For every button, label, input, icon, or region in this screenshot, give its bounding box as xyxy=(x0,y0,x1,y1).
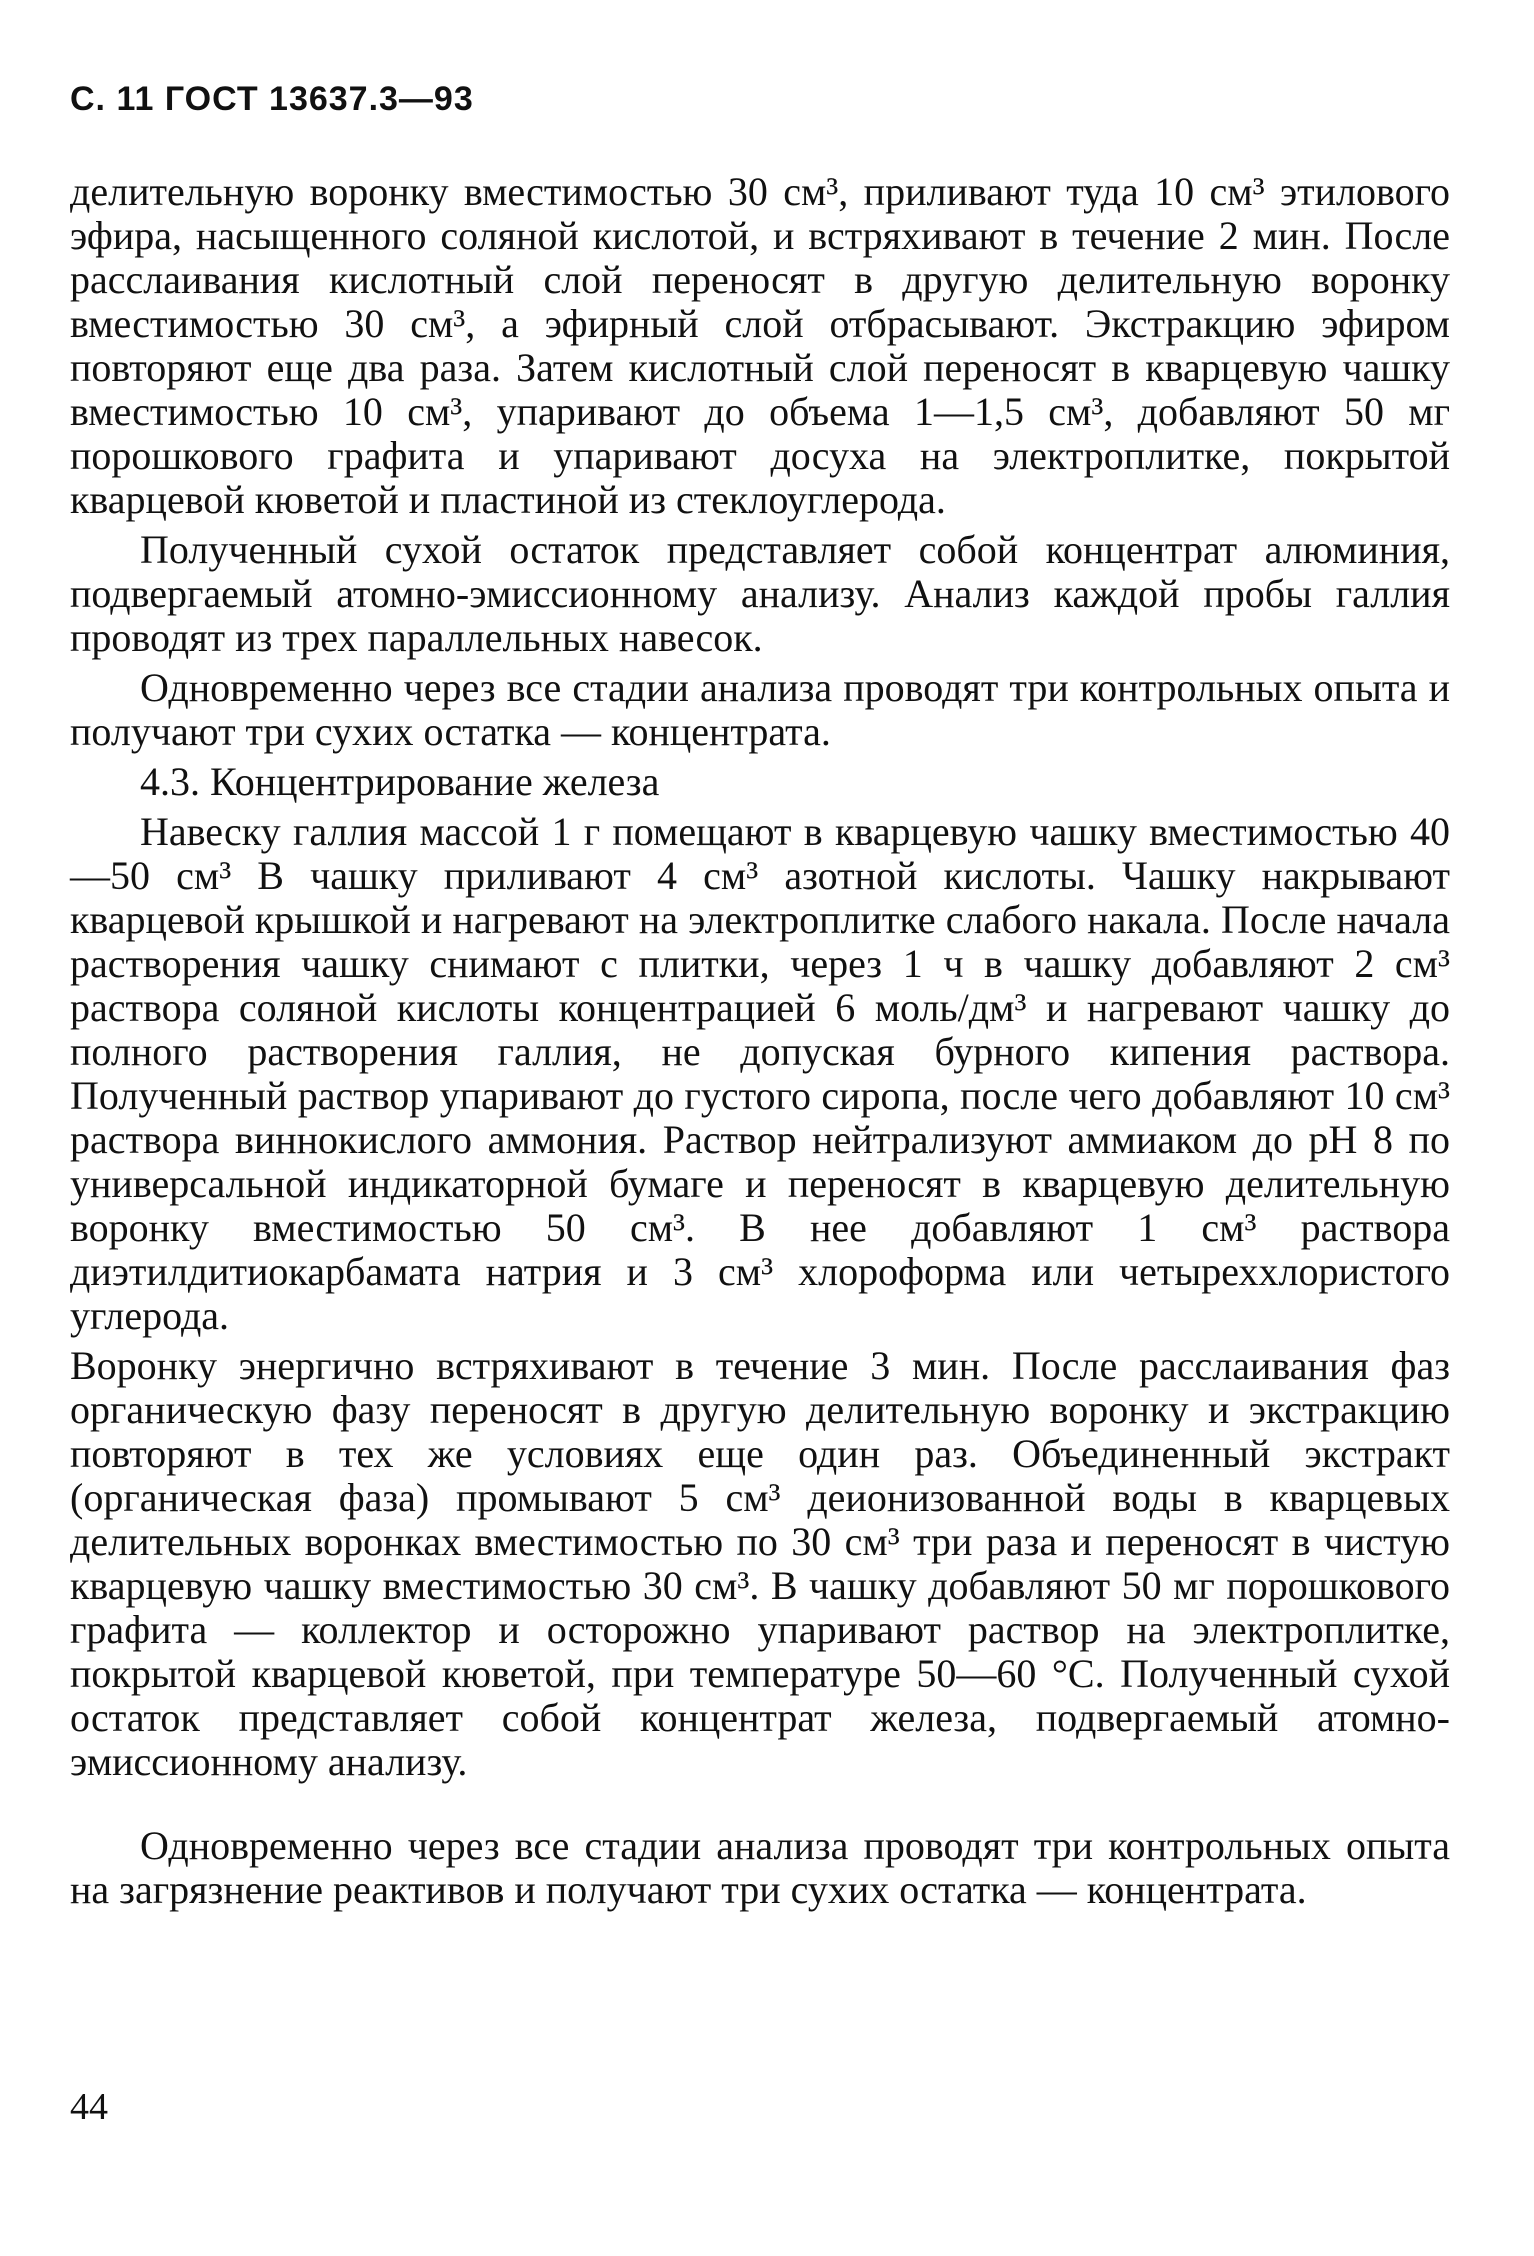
paragraph-aluminium-concentrate: Полученный сухой остаток представляет собой концентрат алюминия, подвергаемый атомно-эмиссионному анализу. Анализ каждой пробы галлия проводят из трех параллельных навесок. xyxy=(70,527,1450,660)
page-header: С. 11 ГОСТ 13637.3—93 xyxy=(70,80,474,118)
document-body xyxy=(70,170,1450,1912)
paragraph-extraction: Воронку энергично встряхивают в течение 3 мин. После расслаивания фаз органическую фазу переносят в другую делительную воронку и экстракцию повторяют в тех же условиях еще один раз. Объединенный экстракт (органическая фаза) промывают 5 см³ деионизованной воды в кварцевых делительных воронках вместимостью по 30 см³ три раза и переносят в чистую кварцевую чашку вместимостью 30 см³. В чашку добавляют 50 мг порошкового графита — коллектор и осторожно упаривают раствор на электроплитке, покрытой кварцевой кюветой, при температуре 50—60 °С. Полученный сухой остаток представляет собой концентрат железа, подвергаемый атомно-эмиссионному анализу. xyxy=(70,1343,1450,1784)
paragraph-control-experiments: Одновременно через все стадии анализа проводят три контрольных опыта и получают три сухих остатка — концентрата. xyxy=(70,665,1450,754)
page-number: 44 xyxy=(70,2086,108,2128)
paragraph-control-reagents: Одновременно через все стадии анализа проводят три контрольных опыта на загрязнение реактивов и получают три сухих остатка — концентрата. xyxy=(70,1823,1450,1912)
section-heading-iron: 4.3. Концентрирование железа xyxy=(140,759,660,804)
paragraph-continuation: делительную воронку вместимостью 30 см³, приливают туда 10 см³ этилового эфира, насыщенного соляной кислотой, и встряхивают в течение 2 мин. После расслаивания кислотный слой переносят в другую делительную воронку вместимостью 30 см³, а эфирный слой отбрасывают. Экстракцию эфиром повторяют еще два раза. Затем кислотный слой переносят в кварцевую чашку вместимостью 10 см³, упаривают до объема 1—1,5 см³, добавляют 50 мг порошкового графита и упаривают досуха на электроплитке, покрытой кварцевой кюветой и пластиной из стеклоуглерода. xyxy=(70,169,1450,522)
paragraph-iron-procedure: Навеску галлия массой 1 г помещают в кварцевую чашку вместимостью 40—50 см³ В чашку приливают 4 см³ азотной кислоты. Чашку накрывают кварцевой крышкой и нагревают на электроплитке слабого накала. После начала растворения чашку снимают с плитки, через 1 ч в чашку добавляют 2 см³ раствора соляной кислоты концентрацией 6 моль/дм³ и нагревают чашку до полного растворения галлия, не допуская бурного кипения раствора. Полученный раствор упаривают до густого сиропа, после чего добавляют 10 см³ раствора виннокислого аммония. Раствор нейтрализуют аммиаком до pH 8 по универсальной индикаторной бумаге и переносят в кварцевую делительную воронку вместимостью 50 см³. В нее добавляют 1 см³ раствора диэтилдитиокарбамата натрия и 3 см³ хлороформа или четыреххлористого углерода. xyxy=(70,809,1450,1338)
